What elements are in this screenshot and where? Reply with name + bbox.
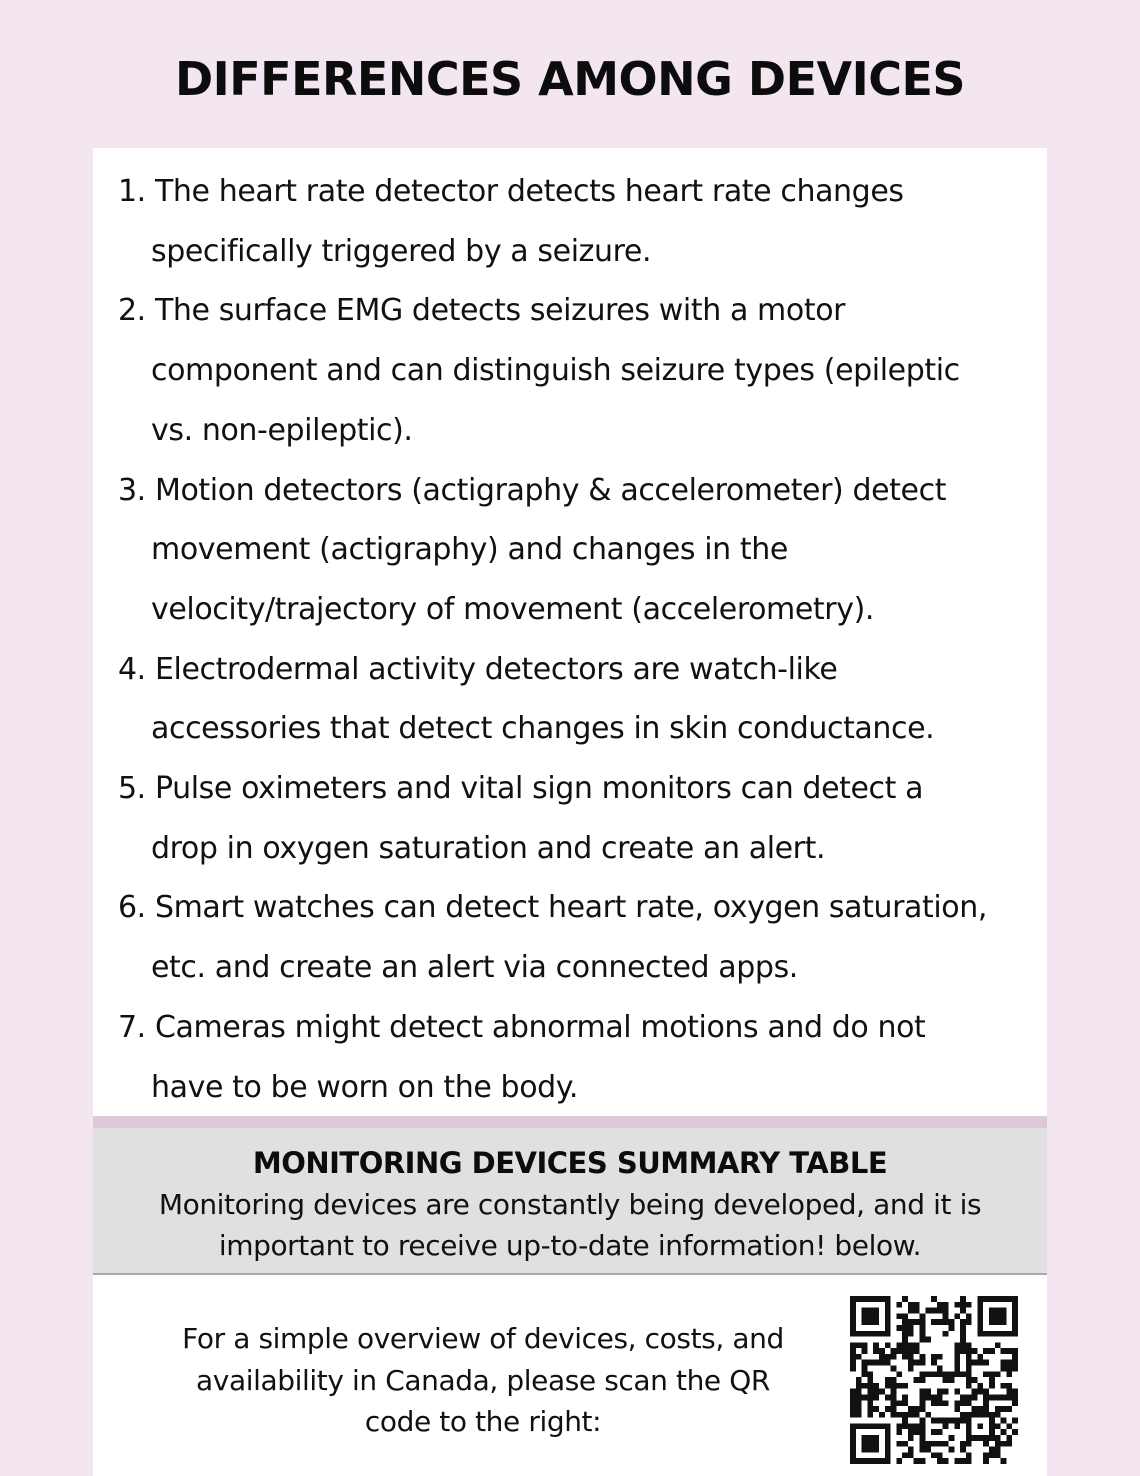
summary-text xyxy=(93,1184,1047,1266)
section-divider xyxy=(93,1116,1047,1128)
list-item xyxy=(118,281,1038,460)
page-title: DIFFERENCES AMONG DEVICES xyxy=(174,52,966,106)
list-item xyxy=(118,640,1038,759)
overview-line-3: code to the right: xyxy=(364,1405,602,1438)
list-item-line: etc. and create an alert via connected apps. xyxy=(151,950,798,986)
list-item xyxy=(118,759,1038,878)
list-item-text: Cameras might detect abnormal motions and do not xyxy=(154,1009,926,1045)
list-item-text: Electrodermal activity detectors are watch-like xyxy=(154,651,838,687)
overview-line-1: For a simple overview of devices, costs, and xyxy=(182,1322,784,1355)
list-item-first-line xyxy=(118,640,1038,700)
list-item-number: 4. xyxy=(118,651,146,687)
list-item xyxy=(118,878,1038,997)
list-item-first-line xyxy=(118,461,1038,521)
list-item-line: component and can distinguish seizure types (epileptic xyxy=(151,353,960,389)
summary-banner xyxy=(93,1128,1047,1275)
list-item-number: 2. xyxy=(118,293,146,329)
list-item-text: The surface EMG detects seizures with a motor xyxy=(154,293,846,329)
list-item-first-line xyxy=(118,162,1038,222)
list-item-line: specifically triggered by a seizure. xyxy=(151,233,652,269)
list-item-number: 3. xyxy=(118,472,146,508)
list-item-text: Motion detectors (actigraphy & accelerometer) detect xyxy=(154,472,947,508)
list-item-line: drop in oxygen saturation and create an alert. xyxy=(151,830,826,866)
qr-code-icon[interactable] xyxy=(850,1296,1018,1464)
list-item-text: Pulse oximeters and vital sign monitors can detect a xyxy=(154,771,924,807)
summary-heading: MONITORING DEVICES SUMMARY TABLE xyxy=(252,1146,888,1180)
list-item-first-line xyxy=(118,998,1038,1058)
overview-text xyxy=(123,1318,843,1443)
summary-line-1: Monitoring devices are constantly being developed, and it is xyxy=(158,1188,982,1221)
list-item-line: velocity/trajectory of movement (accelerometry). xyxy=(151,591,875,627)
list-item-line: have to be worn on the body. xyxy=(151,1069,579,1105)
list-item-number: 6. xyxy=(118,890,146,926)
list-item-first-line xyxy=(118,281,1038,341)
list-item xyxy=(118,162,1038,281)
overview-line-2: availability in Canada, please scan the QR xyxy=(196,1363,770,1397)
list-item-text: The heart rate detector detects heart rate changes xyxy=(154,174,904,209)
list-item-text: Smart watches can detect heart rate, oxygen saturation, xyxy=(154,890,988,926)
list-item-line: movement (actigraphy) and changes in the xyxy=(151,532,788,568)
list-item xyxy=(118,461,1038,640)
list-item-number: 7. xyxy=(118,1009,146,1045)
list-item-first-line xyxy=(118,878,1038,938)
list-item-first-line xyxy=(118,759,1038,819)
summary-line-2: important to receive up-to-date information! below. xyxy=(218,1229,922,1262)
list-item-line: vs. non-epileptic). xyxy=(151,412,413,448)
content-card xyxy=(93,148,1047,1476)
list-item-line: accessories that detect changes in skin conductance. xyxy=(151,711,935,747)
list-item-number: 1. xyxy=(118,174,146,209)
list-item-number: 5. xyxy=(118,771,146,807)
list-item xyxy=(118,998,1038,1117)
device-differences-list xyxy=(118,162,1038,1117)
